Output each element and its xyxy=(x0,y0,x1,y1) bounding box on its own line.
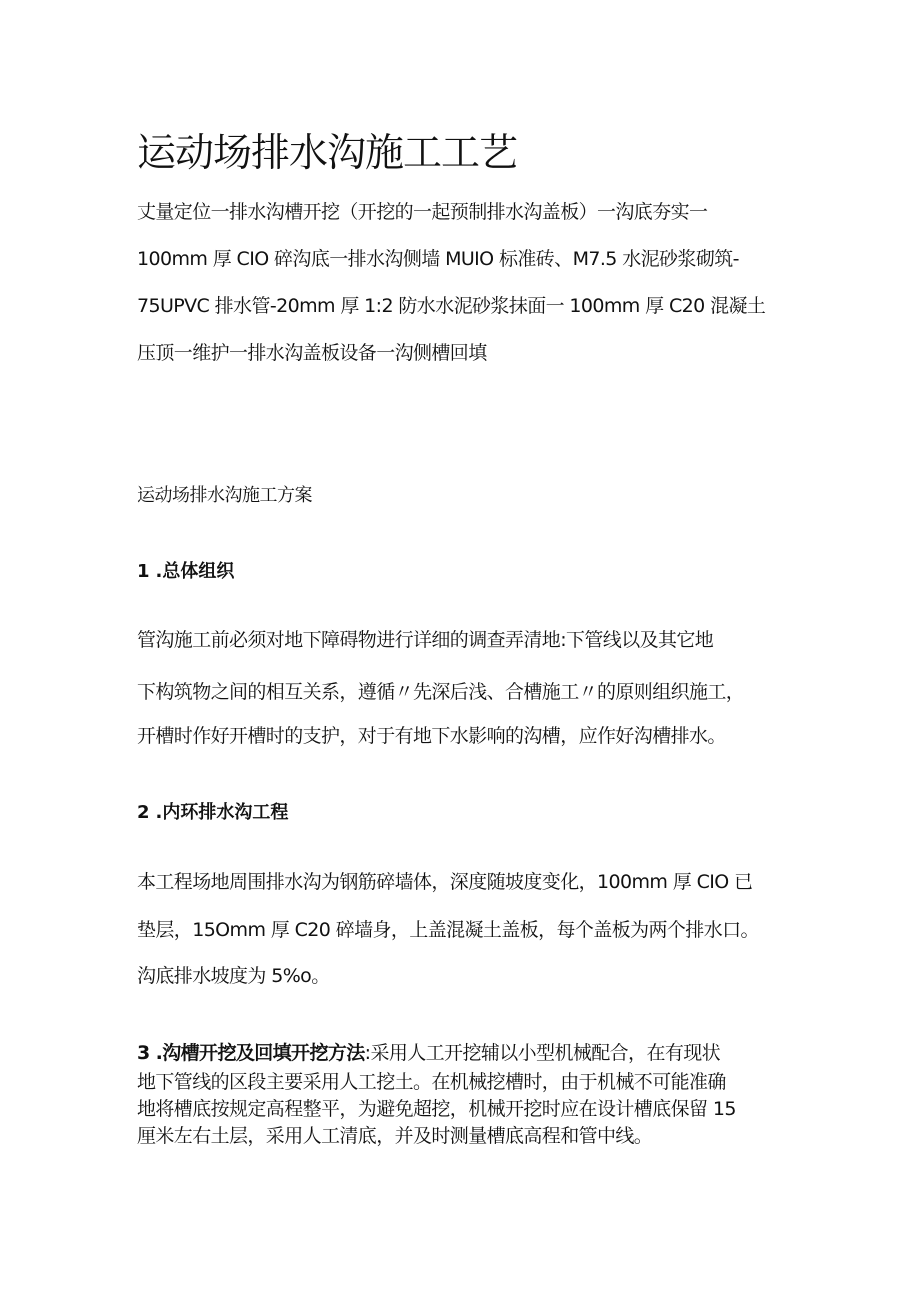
section-1-heading xyxy=(137,559,234,585)
section-2-number: 2 xyxy=(137,802,150,823)
section-3-first-line xyxy=(137,1039,720,1067)
section-3-line-3: 地将槽底按规定高程整平，为避免超挖，机械开挖时应在设计槽底保留 15 xyxy=(137,1098,736,1120)
section-1-line-1: 管沟施工前必须对地下障碍物进行详细的调查弄清地:下管线以及其它地 xyxy=(137,629,714,651)
section-2-line-2: 垫层，15Omm 厚 C20 碎墙身，上盖混凝土盖板，每个盖板为两个排水口。 xyxy=(137,919,759,941)
process-line-2: 100mm 厚 CIO 碎沟底一排水沟侧墙 MUIO 标准砖、M7.5 水泥砂浆砌筑- xyxy=(137,248,739,270)
section-3-lead-text: :采用人工开挖辅以小型机械配合，在有现状 xyxy=(364,1042,721,1064)
section-2-heading-text: .内环排水沟工程 xyxy=(155,802,289,823)
plan-title: 运动场排水沟施工方案 xyxy=(137,485,312,506)
section-1-line-2: 下构筑物之间的相互关系，遵循〃先深后浅、合槽施工〃的原则组织施工， xyxy=(137,681,745,703)
process-line-1: 丈量定位一排水沟槽开挖（开挖的一起预制排水沟盖板）一沟底夯实一 xyxy=(137,201,708,223)
section-3-line-2: 地下管线的区段主要采用人工挖土。在机械挖槽时，由于机械不可能准确 xyxy=(137,1071,726,1093)
section-2-heading xyxy=(137,800,288,826)
section-3-heading-text: .沟槽开挖及回填开挖方法 xyxy=(155,1042,365,1064)
section-2-line-3: 沟底排水坡度为 5%o。 xyxy=(137,965,330,987)
section-3-line-4: 厘米左右土层，采用人工清底，并及时测量槽底高程和管中线。 xyxy=(137,1125,653,1147)
process-line-4: 压顶一维护一排水沟盖板设备一沟侧槽回填 xyxy=(137,342,487,364)
section-1-heading-text: .总体组织 xyxy=(155,561,235,582)
process-line-3: 75UPVC 排水管-20mm 厚 1:2 防水水泥砂浆抹面一 100mm 厚 C20 混凝土 xyxy=(137,295,766,317)
section-2-line-1: 本工程场地周围排水沟为钢筋碎墙体，深度随坡度变化，100mm 厚 CIO 已 xyxy=(137,871,753,893)
section-3-number: 3 xyxy=(137,1042,150,1064)
section-1-line-3: 开槽时作好开槽时的支护，对于有地下水影响的沟槽，应作好沟槽排水。 xyxy=(137,725,726,747)
section-1-number: 1 xyxy=(137,561,150,582)
document-title: 运动场排水沟施工工艺 xyxy=(137,131,518,176)
